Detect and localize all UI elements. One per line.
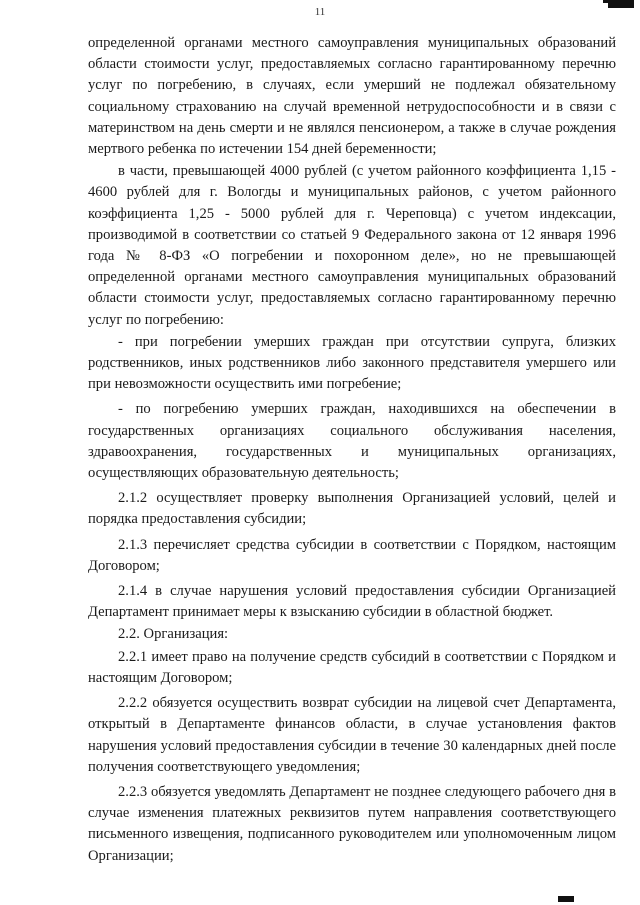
paragraph-no-relatives-burial: - при погребении умерших граждан при отсутствии супруга, близких родственников, иных родственников либо законного представителя умершего или при невозможности осуществить ими погребение; — [88, 333, 616, 393]
paragraph-clause-2-1-4: 2.1.4 в случае нарушения условий предоставления субсидии Организацией Департамент принимает меры к взысканию субсидии в областной бюджет. — [88, 583, 616, 621]
scan-bottom-mark — [558, 896, 574, 902]
paragraph-clause-2-1-3: 2.1.3 перечисляет средства субсидии в соответствии с Порядком, настоящим Договором; — [88, 536, 616, 574]
paragraph-burial-cost-continuation: определенной органами местного самоуправления муниципальных образований области стоимости услуг, предоставляемых согласно гарантированному перечню услуг по погребению, в случаях, если умерший не подлежал обязательному социальному страхованию на случай временной нетрудоспособности и в связи с материнством на день смерти и не являлся пенсионером, а также в случае рождения мертвого ребенка по истечении 154 дней беременности; — [88, 35, 616, 158]
document-body — [88, 33, 616, 867]
paragraph-clause-2-2-1: 2.2.1 имеет право на получение средств субсидий в соответствии с Порядком и настоящим Договором; — [88, 648, 616, 686]
paragraph-clause-2-2-2: 2.2.2 обязуется осуществить возврат субсидии на лицевой счет Департамента, открытый в Департаменте финансов области, в случае установления фактов нарушения условий предоставления субсидии в течение 30 календарных дней после получения соответствующего уведомления; — [88, 695, 616, 775]
paragraph-clause-2-2-heading: 2.2. Организация: — [118, 626, 229, 643]
paragraph-clause-2-1-2: 2.1.2 осуществляет проверку выполнения Организацией условий, целей и порядка предоставления субсидии; — [88, 490, 616, 528]
paragraph-institution-burial: - по погребению умерших граждан, находившихся на обеспечении в государственных организациях социального обслуживания населения, здравоохранения, государственных и муниципальных организациях, осуществляющих образовательную деятельность; — [88, 401, 616, 482]
paragraph-clause-2-2-3: 2.2.3 обязуется уведомлять Департамент не позднее следующего рабочего дня в случае изменения платежных реквизитов путем направления соответствующего письменного извещения, подписанного руководителем или уполномоченным лицом Организации; — [88, 783, 616, 864]
page-number: 11 — [314, 6, 326, 18]
paragraph-excess-4000-rubles: в части, превышающей 4000 рублей (с учетом районного коэффициента 1,15 - 4600 рублей для г. Вологды и муниципальных районов, с учетом районного коэффициента 1,25 - 5000 рублей для г. Череповца) с учетом индексации, производимой в соответствии со статьей 9 Федерального закона от 12 января 1996 года № 8-ФЗ «О погребении и похоронном деле», но не превышающей определенной органами местного самоуправления муниципальных образований области стоимости услуг, предоставляемых согласно гарантированному перечню услуг по погребению: — [88, 163, 616, 328]
